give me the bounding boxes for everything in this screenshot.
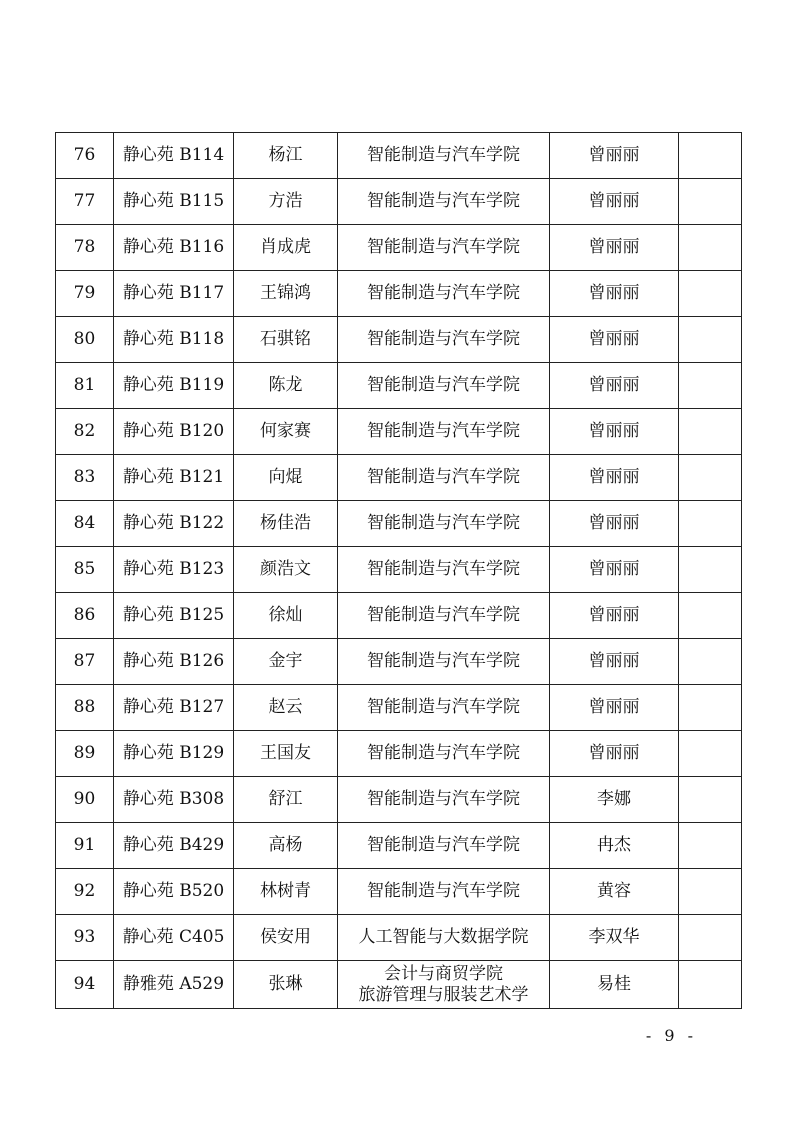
department-line: 智能制造与汽车学院: [367, 191, 520, 211]
note-cell: [679, 961, 742, 1009]
row-number: 76: [56, 133, 114, 179]
table-row: [56, 731, 742, 777]
department-cell: [338, 501, 550, 547]
room-cell: 静心苑 B308: [114, 777, 234, 823]
room-cell: 静雅苑 A529: [114, 961, 234, 1009]
teacher-name: 黄容: [550, 869, 679, 915]
note-cell: [679, 593, 742, 639]
student-name: 高杨: [234, 823, 338, 869]
row-number: 79: [56, 271, 114, 317]
room-cell: 静心苑 B129: [114, 731, 234, 777]
table-row: [56, 225, 742, 271]
department-cell: [338, 915, 550, 961]
teacher-name: 曾丽丽: [550, 685, 679, 731]
department-cell: [338, 271, 550, 317]
table-row: [56, 133, 742, 179]
note-cell: [679, 363, 742, 409]
department-line: 智能制造与汽车学院: [367, 467, 520, 487]
teacher-name: 曾丽丽: [550, 133, 679, 179]
table-row: [56, 455, 742, 501]
room-cell: 静心苑 B115: [114, 179, 234, 225]
student-name: 金宇: [234, 639, 338, 685]
table-row: [56, 179, 742, 225]
note-cell: [679, 685, 742, 731]
department-cell: [338, 731, 550, 777]
student-name: 王锦鸿: [234, 271, 338, 317]
note-cell: [679, 869, 742, 915]
note-cell: [679, 317, 742, 363]
room-cell: 静心苑 B126: [114, 639, 234, 685]
teacher-name: 曾丽丽: [550, 731, 679, 777]
student-name: 石骐铭: [234, 317, 338, 363]
department-cell: [338, 593, 550, 639]
department-line: 智能制造与汽车学院: [367, 329, 520, 349]
row-number: 78: [56, 225, 114, 271]
row-number: 82: [56, 409, 114, 455]
row-number: 92: [56, 869, 114, 915]
student-name: 肖成虎: [234, 225, 338, 271]
student-name: 侯安用: [234, 915, 338, 961]
room-cell: 静心苑 B123: [114, 547, 234, 593]
note-cell: [679, 777, 742, 823]
table-row: [56, 961, 742, 1009]
table-row: [56, 869, 742, 915]
department-cell: [338, 869, 550, 915]
room-cell: 静心苑 B520: [114, 869, 234, 915]
department-cell: [338, 363, 550, 409]
dormitory-roster-table: [55, 132, 742, 1009]
room-cell: 静心苑 B118: [114, 317, 234, 363]
row-number: 89: [56, 731, 114, 777]
student-name: 林树青: [234, 869, 338, 915]
row-number: 90: [56, 777, 114, 823]
department-line: 智能制造与汽车学院: [367, 513, 520, 533]
teacher-name: 冉杰: [550, 823, 679, 869]
teacher-name: 曾丽丽: [550, 501, 679, 547]
row-number: 77: [56, 179, 114, 225]
student-name: 徐灿: [234, 593, 338, 639]
teacher-name: 曾丽丽: [550, 455, 679, 501]
department-cell: [338, 823, 550, 869]
table-row: [56, 915, 742, 961]
department-line: 智能制造与汽车学院: [367, 559, 520, 579]
row-number: 80: [56, 317, 114, 363]
table-row: [56, 685, 742, 731]
department-cell: [338, 455, 550, 501]
student-name: 张琳: [234, 961, 338, 1009]
department-line: 会计与商贸学院: [384, 963, 503, 984]
department-cell: [338, 409, 550, 455]
room-cell: 静心苑 C405: [114, 915, 234, 961]
roster-body: [56, 133, 742, 1009]
table-row: [56, 363, 742, 409]
note-cell: [679, 731, 742, 777]
note-cell: [679, 455, 742, 501]
row-number: 84: [56, 501, 114, 547]
room-cell: 静心苑 B121: [114, 455, 234, 501]
teacher-name: 李双华: [550, 915, 679, 961]
department-line: 智能制造与汽车学院: [367, 421, 520, 441]
department-cell: [338, 777, 550, 823]
table-row: [56, 501, 742, 547]
room-cell: 静心苑 B116: [114, 225, 234, 271]
student-name: 舒江: [234, 777, 338, 823]
row-number: 87: [56, 639, 114, 685]
department-cell: [338, 225, 550, 271]
row-number: 86: [56, 593, 114, 639]
room-cell: 静心苑 B119: [114, 363, 234, 409]
teacher-name: 曾丽丽: [550, 639, 679, 685]
department-cell: [338, 639, 550, 685]
teacher-name: 曾丽丽: [550, 363, 679, 409]
row-number: 88: [56, 685, 114, 731]
row-number: 94: [56, 961, 114, 1009]
department-cell: [338, 685, 550, 731]
department-line: 智能制造与汽车学院: [367, 237, 520, 257]
table-row: [56, 777, 742, 823]
room-cell: 静心苑 B127: [114, 685, 234, 731]
department-line: 智能制造与汽车学院: [367, 375, 520, 395]
teacher-name: 李娜: [550, 777, 679, 823]
row-number: 85: [56, 547, 114, 593]
table-row: [56, 409, 742, 455]
page-number: - 9 -: [645, 1026, 697, 1045]
student-name: 方浩: [234, 179, 338, 225]
department-line: 智能制造与汽车学院: [367, 145, 520, 165]
department-line: 智能制造与汽车学院: [367, 743, 520, 763]
table-row: [56, 271, 742, 317]
student-name: 赵云: [234, 685, 338, 731]
row-number: 83: [56, 455, 114, 501]
department-cell: [338, 961, 550, 1009]
department-cell: [338, 317, 550, 363]
note-cell: [679, 501, 742, 547]
note-cell: [679, 271, 742, 317]
room-cell: 静心苑 B114: [114, 133, 234, 179]
note-cell: [679, 823, 742, 869]
teacher-name: 曾丽丽: [550, 547, 679, 593]
note-cell: [679, 225, 742, 271]
room-cell: 静心苑 B429: [114, 823, 234, 869]
row-number: 91: [56, 823, 114, 869]
table-row: [56, 639, 742, 685]
note-cell: [679, 179, 742, 225]
room-cell: 静心苑 B122: [114, 501, 234, 547]
room-cell: 静心苑 B117: [114, 271, 234, 317]
note-cell: [679, 639, 742, 685]
department-line: 旅游管理与服装艺术学: [358, 984, 529, 1005]
department-line: 人工智能与大数据学院: [358, 927, 529, 947]
department-line: 智能制造与汽车学院: [367, 835, 520, 855]
room-cell: 静心苑 B125: [114, 593, 234, 639]
department-cell: [338, 179, 550, 225]
table-row: [56, 593, 742, 639]
student-name: 王国友: [234, 731, 338, 777]
table-row: [56, 317, 742, 363]
note-cell: [679, 133, 742, 179]
department-cell: [338, 547, 550, 593]
table-row: [56, 823, 742, 869]
department-line: 智能制造与汽车学院: [367, 789, 520, 809]
student-name: 杨江: [234, 133, 338, 179]
department-line: 智能制造与汽车学院: [367, 697, 520, 717]
teacher-name: 易桂: [550, 961, 679, 1009]
row-number: 81: [56, 363, 114, 409]
department-line: 智能制造与汽车学院: [367, 283, 520, 303]
department-line: 智能制造与汽车学院: [367, 605, 520, 625]
department-line: 智能制造与汽车学院: [367, 651, 520, 671]
table-row: [56, 547, 742, 593]
student-name: 何家赛: [234, 409, 338, 455]
student-name: 杨佳浩: [234, 501, 338, 547]
student-name: 向焜: [234, 455, 338, 501]
student-name: 颜浩文: [234, 547, 338, 593]
student-name: 陈龙: [234, 363, 338, 409]
note-cell: [679, 915, 742, 961]
department-line: 智能制造与汽车学院: [367, 881, 520, 901]
note-cell: [679, 547, 742, 593]
teacher-name: 曾丽丽: [550, 179, 679, 225]
teacher-name: 曾丽丽: [550, 593, 679, 639]
department-cell: [338, 133, 550, 179]
row-number: 93: [56, 915, 114, 961]
teacher-name: 曾丽丽: [550, 271, 679, 317]
room-cell: 静心苑 B120: [114, 409, 234, 455]
teacher-name: 曾丽丽: [550, 225, 679, 271]
teacher-name: 曾丽丽: [550, 317, 679, 363]
teacher-name: 曾丽丽: [550, 409, 679, 455]
note-cell: [679, 409, 742, 455]
